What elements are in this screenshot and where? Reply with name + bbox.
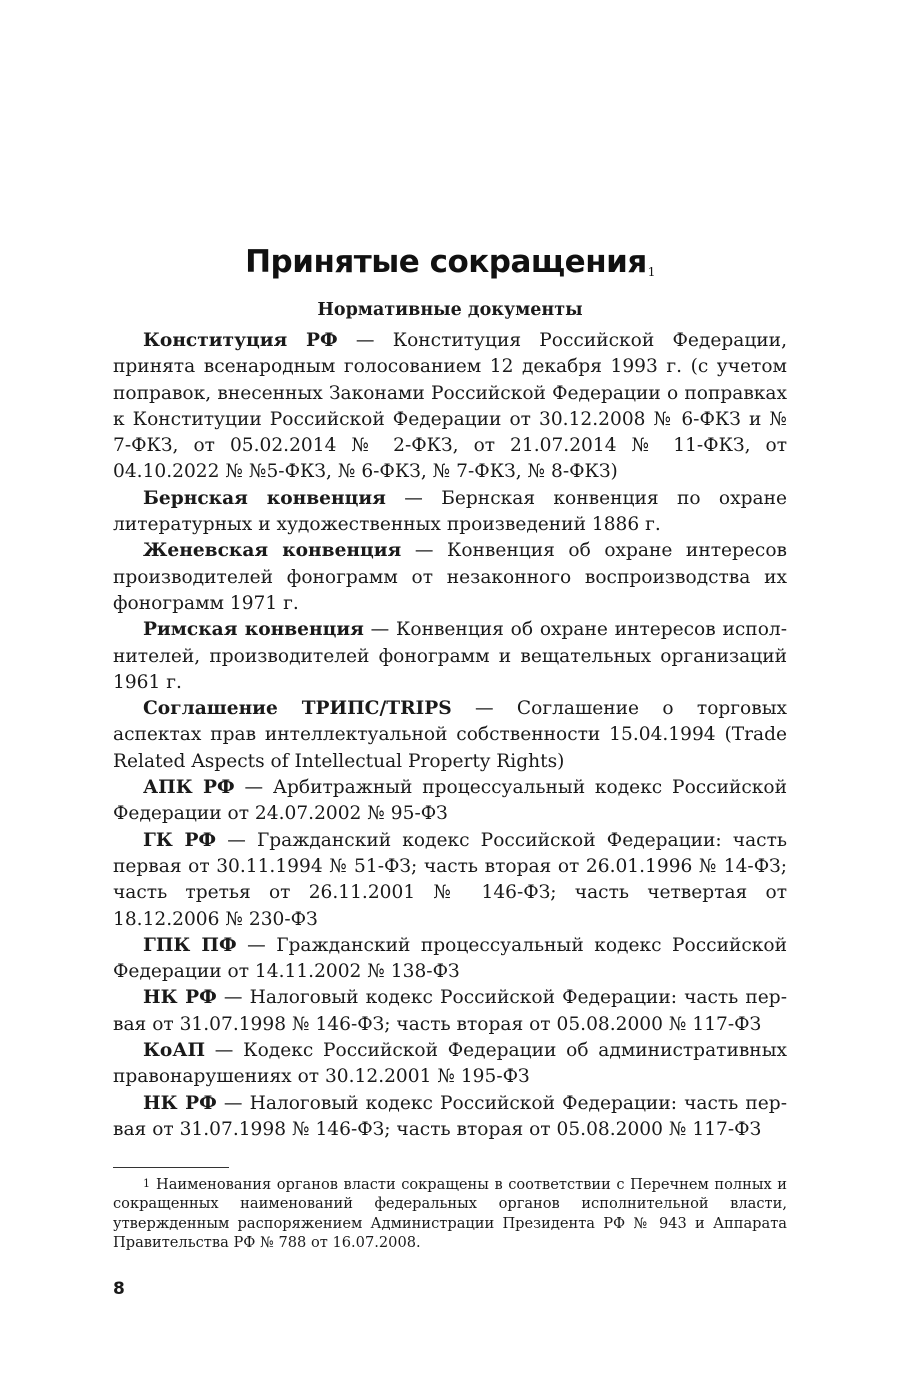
abbreviation-definition: — Конституция Российской Федерации, принята всенародным голосованием 12 декабря 1993 г. (с учетом поправок, внесенных Законами Российской Федерации о поправках к Конституции Российской Федерации от 30.12.2008 № 6-ФКЗ и № 7-ФКЗ, от 05.02.2014 № 2-ФКЗ, от 21.07.2014 № 11-ФКЗ, от 04.10.2022 № №5-ФКЗ, № 6-ФКЗ, № 7-ФКЗ, № 8-ФКЗ) xyxy=(113,330,787,483)
footnote xyxy=(113,1175,787,1253)
abbreviation-entry xyxy=(113,933,787,986)
abbreviation-definition: — Налоговый кодекс Российской Федерации: часть первая от 31.07.1998 № 146-ФЗ; часть вторая от 05.08.2000 № 117-ФЗ xyxy=(113,1092,787,1140)
abbreviation-definition: — Гражданский кодекс Российской Федерации: часть первая от 30.11.1994 № 51-ФЗ; часть вторая от 26.01.1996 № 14-ФЗ; часть третья от 26.11.2001 № 146-ФЗ; часть четвертая от 18.12.2006 № 230-ФЗ xyxy=(113,829,787,930)
abbreviation-term: ГК РФ xyxy=(143,829,217,851)
footnote-mark: 1 xyxy=(143,1177,150,1190)
abbreviation-entry xyxy=(113,1038,787,1091)
section-heading: Нормативные документы xyxy=(317,300,583,320)
abbreviation-term: Женевская конвенция xyxy=(143,540,402,562)
title-footnote-ref[interactable]: 1 xyxy=(647,264,655,279)
abbreviation-term: ГПК ПФ xyxy=(143,934,237,956)
abbreviation-definition: — Кодекс Российской Федерации об административных правонарушениях от 30.12.2001 № 195-ФЗ xyxy=(113,1040,787,1088)
page-number: 8 xyxy=(113,1279,125,1299)
abbreviation-term: Конституция РФ xyxy=(143,330,338,351)
abbreviation-entry xyxy=(113,617,787,696)
abbreviation-term: Бернская конвенция xyxy=(143,487,386,509)
abbreviation-definition: — Соглашение о торговых аспектах прав интеллектуальной собственности 15.04.1994 (Trade Related Aspects of Intellectual Property Rights) xyxy=(113,698,787,772)
abbreviation-entry xyxy=(113,828,787,933)
abbreviation-definition: — Конвенция об охране интересов исполнителей, производителей фонограмм и вещательных организаций 1961 г. xyxy=(113,619,787,693)
page-title-text: Принятые сокращения xyxy=(245,243,647,280)
abbreviation-term: НК РФ xyxy=(143,1092,217,1114)
abbreviation-definition: — Конвенция об охране интересов производителей фонограмм от незаконного воспроизводства их фонограмм 1971 г. xyxy=(113,540,787,614)
abbreviation-definition: — Арбитражный процессуальный кодекс Российской Федерации от 24.07.2002 № 95-ФЗ xyxy=(113,777,787,825)
abbreviation-entry xyxy=(113,1091,787,1144)
footnote-text: Наименования органов власти сокращены в соответствии с Перечнем полных и сокращенных наименований федеральных органов исполнительной власти, утвержденным распоряжением Администрации Президента РФ № 943 и Аппарата Правительства РФ № 788 от 16.07.2008. xyxy=(113,1176,787,1252)
abbreviation-definition: — Гражданский процессуальный кодекс Российской Федерации от 14.11.2002 № 138-ФЗ xyxy=(113,934,787,983)
abbreviation-entry xyxy=(113,985,787,1038)
abbreviation-entry xyxy=(113,696,787,775)
abbreviation-term: НК РФ xyxy=(143,987,217,1009)
abbreviation-term: АПК РФ xyxy=(143,777,235,799)
abbreviation-definition: — Налоговый кодекс Российской Федерации: часть первая от 31.07.1998 № 146-ФЗ; часть вторая от 05.08.2000 № 117-ФЗ xyxy=(113,987,787,1035)
abbreviation-list xyxy=(113,328,787,1143)
page-title xyxy=(0,238,900,286)
abbreviation-entry xyxy=(113,328,787,486)
abbreviation-term: Соглашение ТРИПС/TRIPS xyxy=(143,698,452,720)
abbreviation-term: Римская конвенция xyxy=(143,619,364,641)
abbreviation-entry xyxy=(113,486,787,539)
abbreviation-term: КоАП xyxy=(143,1040,206,1062)
abbreviation-entry xyxy=(113,538,787,617)
footnote-divider xyxy=(113,1167,229,1168)
abbreviation-entry xyxy=(113,775,787,828)
abbreviation-definition: — Бернская конвенция по охране литературных и художественных произведений 1886 г. xyxy=(113,487,787,536)
